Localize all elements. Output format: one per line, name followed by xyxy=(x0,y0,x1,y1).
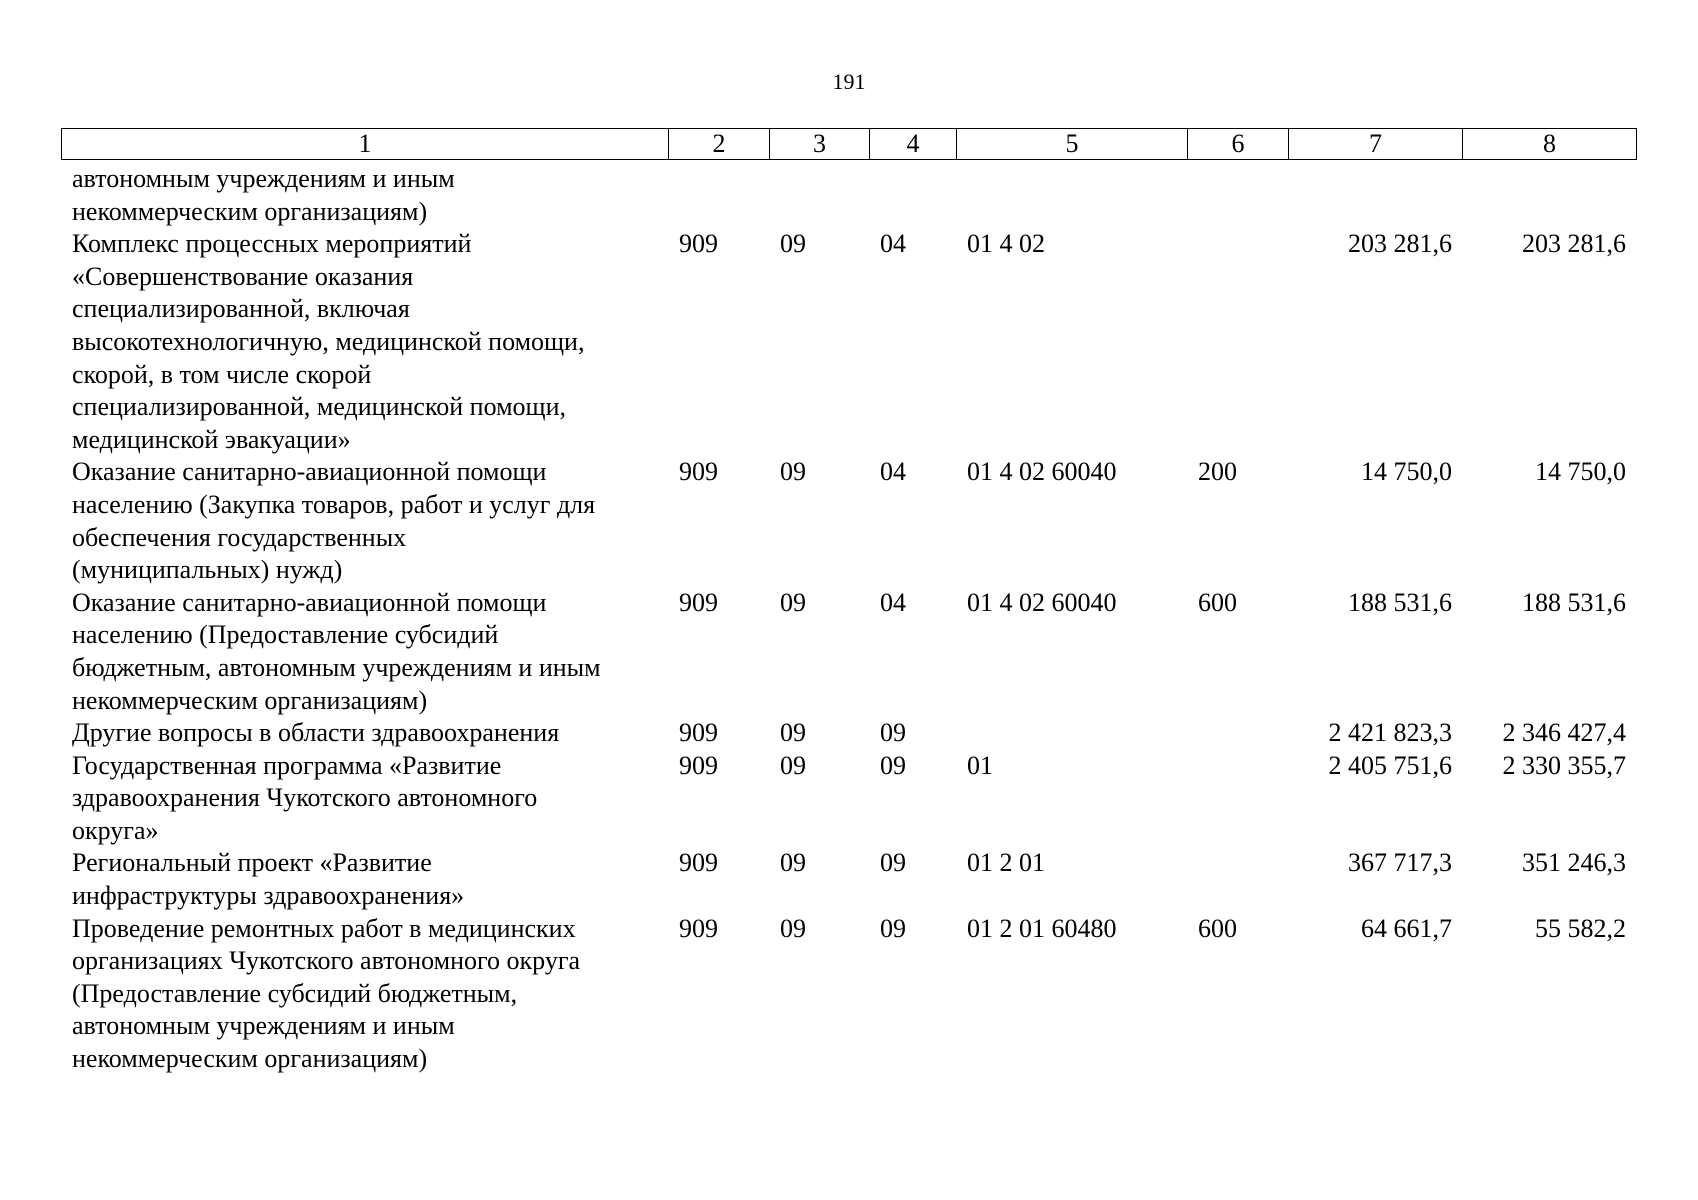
row-description xyxy=(61,163,668,228)
description-line: организациях Чукотского автономного округа xyxy=(72,946,581,976)
target-article-code xyxy=(956,717,1187,750)
table-row xyxy=(61,847,1636,912)
amount-col-8: 2 330 355,7 xyxy=(1502,750,1626,780)
amount-col-7: 367 717,3 xyxy=(1348,848,1452,878)
target-article-code: 01 4 02 60040 xyxy=(967,457,1117,487)
column-header-row xyxy=(62,129,1637,160)
ministry-code xyxy=(668,163,769,228)
description-line: автономным учреждениям и иным xyxy=(72,1011,455,1041)
subsection-code: 09 xyxy=(880,750,906,780)
amount-col-7 xyxy=(1288,163,1462,228)
description-line: Государственная программа «Развитие xyxy=(72,750,502,780)
expense-type-code xyxy=(1187,717,1288,750)
row-description xyxy=(61,750,668,848)
amount-col-8: 351 246,3 xyxy=(1522,848,1626,878)
subsection-code xyxy=(869,163,956,228)
ministry-code: 909 xyxy=(679,718,718,748)
page-number: 191 xyxy=(832,69,866,94)
description-line: автономным учреждениям и иным xyxy=(72,164,455,193)
description-line: высокотехнологичную, медицинской помощи, xyxy=(72,326,585,356)
description-line: Комплекс процессных мероприятий xyxy=(72,229,472,259)
column-header-cell: 4 xyxy=(870,129,957,160)
ministry-code: 909 xyxy=(679,457,718,487)
subsection-code: 09 xyxy=(880,848,906,878)
description-line: округа» xyxy=(72,815,159,845)
amount-col-7: 64 661,7 xyxy=(1361,913,1452,943)
description-line: скорой, в том числе скорой xyxy=(72,359,372,389)
description-line: (Предоставление субсидий бюджетным, xyxy=(72,978,518,1008)
amount-col-8 xyxy=(1462,163,1636,228)
description-line: некоммерческим организациям) xyxy=(72,1044,428,1074)
section-code: 09 xyxy=(780,457,806,487)
row-description xyxy=(61,456,668,586)
description-line: населению (Закупка товаров, работ и услуг для xyxy=(72,489,596,519)
target-article-code: 01 xyxy=(967,750,993,780)
description-line: Проведение ремонтных работ в медицинских xyxy=(72,913,576,943)
column-header-table xyxy=(61,128,1637,160)
row-description xyxy=(61,847,668,912)
description-line: специализированной, включая xyxy=(72,294,410,324)
table-row xyxy=(61,456,1636,586)
row-description xyxy=(61,717,668,750)
ministry-code: 909 xyxy=(679,229,718,259)
description-line: некоммерческим организациям) xyxy=(72,196,428,226)
description-line: некоммерческим организациям) xyxy=(72,685,428,715)
column-header-cell: 5 xyxy=(957,129,1188,160)
target-article-code: 01 2 01 xyxy=(967,848,1045,878)
section-code: 09 xyxy=(780,718,806,748)
column-header-cell: 8 xyxy=(1463,129,1637,160)
description-line: (муниципальных) нужд) xyxy=(72,555,343,585)
expense-type-code xyxy=(1187,750,1288,848)
expense-type-code: 600 xyxy=(1198,587,1237,617)
section-code: 09 xyxy=(780,229,806,259)
target-article-code: 01 2 01 60480 xyxy=(967,913,1117,943)
subsection-code: 09 xyxy=(880,913,906,943)
amount-col-8: 14 750,0 xyxy=(1535,457,1626,487)
description-line: медицинской эвакуации» xyxy=(72,424,351,454)
subsection-code: 09 xyxy=(880,718,906,748)
table-row xyxy=(61,587,1636,717)
description-line: Региональный проект «Развитие xyxy=(72,848,432,878)
row-description xyxy=(61,913,668,1076)
table-row xyxy=(61,750,1636,848)
row-description xyxy=(61,228,668,456)
amount-col-7: 14 750,0 xyxy=(1361,457,1452,487)
budget-table-body xyxy=(61,163,1636,1076)
budget-table xyxy=(61,163,1636,1076)
table-row xyxy=(61,228,1636,456)
section-code: 09 xyxy=(780,587,806,617)
description-line: бюджетным, автономным учреждениям и иным xyxy=(72,652,601,682)
table-row xyxy=(61,163,1636,228)
amount-col-8: 188 531,6 xyxy=(1522,587,1626,617)
expense-type-code xyxy=(1187,228,1288,456)
section-code: 09 xyxy=(780,750,806,780)
description-line: Оказание санитарно-авиационной помощи xyxy=(72,587,547,617)
ministry-code: 909 xyxy=(679,848,718,878)
expense-type-code xyxy=(1187,163,1288,228)
expense-type-code: 200 xyxy=(1198,457,1237,487)
section-code xyxy=(769,163,869,228)
description-line: здравоохранения Чукотского автономного xyxy=(72,783,538,813)
expense-type-code: 600 xyxy=(1198,913,1237,943)
column-header-cell: 7 xyxy=(1289,129,1463,160)
amount-col-7: 203 281,6 xyxy=(1348,229,1452,259)
description-line: «Совершенствование оказания xyxy=(72,261,414,291)
table-row xyxy=(61,913,1636,1076)
description-line: обеспечения государственных xyxy=(72,522,407,552)
description-line: Другие вопросы в области здравоохранения xyxy=(72,718,560,748)
column-header-cell: 2 xyxy=(669,129,770,160)
target-article-code: 01 4 02 xyxy=(967,229,1045,259)
column-header-cell: 6 xyxy=(1188,129,1289,160)
table-row xyxy=(61,717,1636,750)
subsection-code: 04 xyxy=(880,457,906,487)
target-article-code xyxy=(956,163,1187,228)
target-article-code: 01 4 02 60040 xyxy=(967,587,1117,617)
amount-col-7: 2 405 751,6 xyxy=(1328,750,1452,780)
column-header-cell: 1 xyxy=(62,129,669,160)
row-description xyxy=(61,587,668,717)
description-line: Оказание санитарно-авиационной помощи xyxy=(72,457,547,487)
amount-col-8: 2 346 427,4 xyxy=(1502,718,1626,748)
amount-col-7: 188 531,6 xyxy=(1348,587,1452,617)
amount-col-7: 2 421 823,3 xyxy=(1328,718,1452,748)
description-line: специализированной, медицинской помощи, xyxy=(72,392,566,422)
description-line: населению (Предоставление субсидий xyxy=(72,620,499,650)
ministry-code: 909 xyxy=(679,913,718,943)
expense-type-code xyxy=(1187,847,1288,912)
column-header-cell: 3 xyxy=(770,129,870,160)
section-code: 09 xyxy=(780,848,806,878)
amount-col-8: 203 281,6 xyxy=(1522,229,1626,259)
subsection-code: 04 xyxy=(880,229,906,259)
section-code: 09 xyxy=(780,913,806,943)
subsection-code: 04 xyxy=(880,587,906,617)
amount-col-8: 55 582,2 xyxy=(1535,913,1626,943)
ministry-code: 909 xyxy=(679,587,718,617)
description-line: инфраструктуры здравоохранения» xyxy=(72,881,465,911)
ministry-code: 909 xyxy=(679,750,718,780)
